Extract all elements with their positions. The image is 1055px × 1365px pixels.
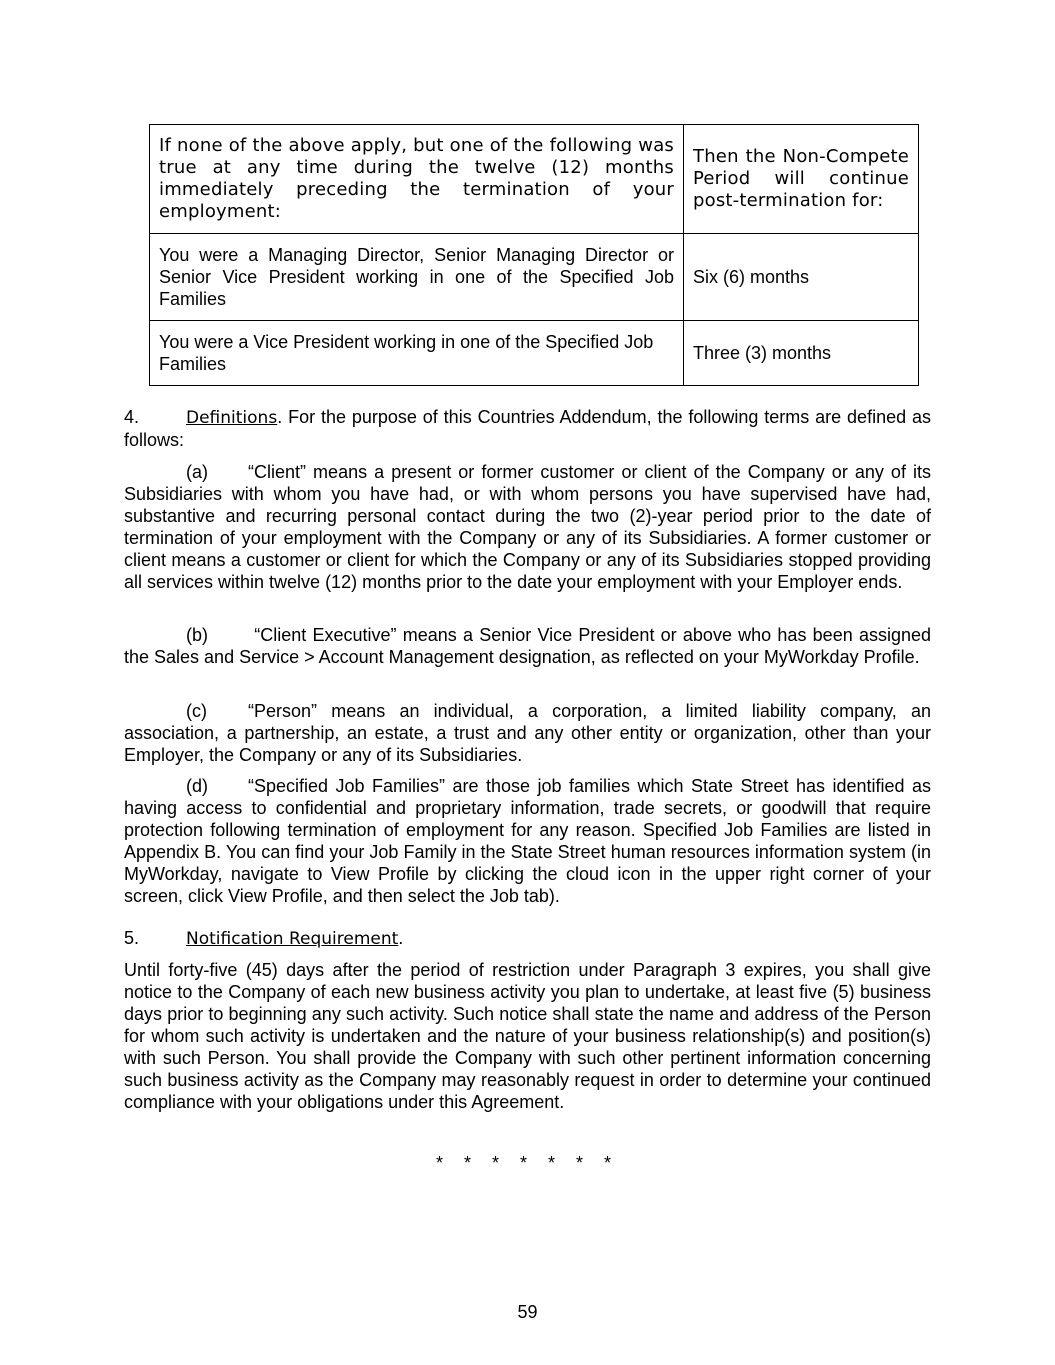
section-5-heading [124, 927, 931, 950]
definition-text: “Specified Job Families” are those job families which State Street has identified as having access to confidential and proprietary information, trade secrets, or goodwill that require protection following termination of employment for any reason. Specified Job Families are listed in Appendix B. You can find your Job Family in the State Street human resources information system (in MyWorkday, navigate to View Profile by clicking the cloud icon in the upper right corner of your screen, click View Profile, and then select the Job tab). [124, 776, 931, 906]
definition-text: “Client” means a present or former customer or client of the Company or any of its Subsidiaries with whom you have had, or with whom persons you have supervised have had, substantive and recurring personal contact during the two (2)-year period prior to the date of termination of your employment with the Company or any of its Subsidiaries. A former customer or client means a customer or client for which the Company or any of its Subsidiaries stopped providing all services within twelve (12) months prior to the date your employment with your Employer ends. [124, 462, 931, 592]
table-row [150, 321, 919, 386]
non-compete-period-table [149, 124, 919, 386]
table-cell-condition: You were a Managing Director, Senior Managing Director or Senior Vice President working in one of the Specified Job Families [150, 234, 684, 321]
table-row [150, 125, 919, 234]
section-title-suffix: . [398, 928, 404, 948]
table-cell-condition: If none of the above apply, but one of the following was true at any time during the twelve (12) months immediately preceding the termination of your employment: [150, 125, 684, 234]
table-cell-period: Three (3) months [684, 321, 919, 386]
page-number: 59 [517, 1302, 538, 1322]
definition-label: (a) [186, 462, 208, 482]
section-intro: . For the purpose of this Countries Addendum, the following terms are defined as follows: [124, 407, 931, 450]
definition-label: (b) [186, 625, 208, 645]
definition-paragraph [124, 700, 931, 766]
definition-label: (d) [186, 776, 208, 796]
section-4-heading [124, 406, 931, 451]
table-cell-period: Then the Non-Compete Period will continue post-termination for: [684, 125, 919, 234]
definition-paragraph [124, 775, 931, 907]
table-cell-condition: You were a Vice President working in one of the Specified Job Families [150, 321, 684, 386]
table-cell-period: Six (6) months [684, 234, 919, 321]
non-compete-table [149, 124, 918, 386]
section-number: 5. [124, 928, 140, 948]
notification-paragraph: Until forty-five (45) days after the period of restriction under Paragraph 3 expires, you shall give notice to the Company of each new business activity you plan to undertake, at least five (5) business days prior to beginning any such activity. Such notice shall state the name and address of the Person for whom such activity is undertaken and the nature of your business relationship(s) and position(s) with such Person. You shall provide the Company with such other pertinent information concerning such business activity as the Company may reasonably request in order to determine your continued compliance with your obligations under this Agreement. [124, 960, 931, 1112]
definition-text: “Person” means an individual, a corporation, a limited liability company, an association, a partnership, an estate, a trust and any other entity or organization, other than your Employer, the Company or any of its Subsidiaries. [124, 701, 931, 765]
section-title: Notification Requirement [186, 929, 399, 949]
table-row [150, 234, 919, 321]
section-title: Definitions [186, 408, 278, 428]
section-number: 4. [124, 407, 140, 427]
definition-paragraph [124, 624, 931, 668]
definition-paragraph [124, 461, 931, 593]
definition-text: “Client Executive” means a Senior Vice President or above who has been assigned the Sales and Service > Account Management designation, as reflected on your MyWorkday Profile. [124, 625, 931, 667]
section-separator: * * * * * * * [435, 1153, 620, 1173]
definition-label: (c) [186, 701, 207, 721]
